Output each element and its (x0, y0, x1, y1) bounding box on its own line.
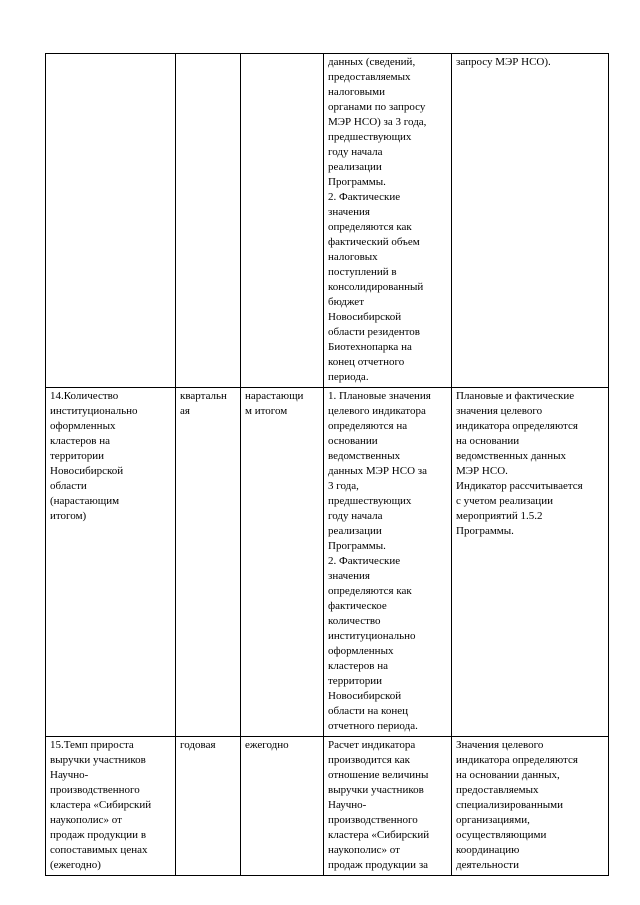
data-source-cell: запросу МЭР НСО). (452, 54, 609, 388)
table-row (46, 388, 609, 737)
indicator-table (45, 53, 609, 876)
calc-type-cell: нарастающи м итогом (241, 388, 324, 737)
indicator-name-cell (46, 54, 176, 388)
calculation-method-cell: 1. Плановые значения целевого индикатора определяются на основании ведомственных данных МЭР НСО за 3 года, предшествующих году начала реализации Программы. 2. Фактические значения определяются как фактическое количество институционально оформленных кластеров на территории Новосибирской области на конец отчетного периода. (324, 388, 452, 737)
table-row (46, 737, 609, 876)
periodicity-cell: годовая (176, 737, 241, 876)
table-row (46, 54, 609, 388)
calc-type-cell (241, 54, 324, 388)
calculation-method-cell: Расчет индикатора производится как отношение величины выручки участников Научно- производственного кластера «Сибирский наукополис» от продаж продукции за (324, 737, 452, 876)
data-source-cell: Значения целевого индикатора определяются на основании данных, предоставляемых специализированными организациями, осуществляющими координацию деятельности (452, 737, 609, 876)
calc-type-cell: ежегодно (241, 737, 324, 876)
calculation-method-cell: данных (сведений, предоставляемых налоговыми органами по запросу МЭР НСО) за 3 года, предшествующих году начала реализации Программы. 2. Фактические значения определяются как фактический объем налоговых поступлений в консолидированный бюджет Новосибирской области резидентов Биотехнопарка на конец отчетного периода. (324, 54, 452, 388)
data-source-cell: Плановые и фактические значения целевого индикатора определяются на основании ведомственных данных МЭР НСО. Индикатор рассчитывается с учетом реализации мероприятий 1.5.2 Программы. (452, 388, 609, 737)
indicator-name-cell: 15.Темп прироста выручки участников Научно- производственного кластера «Сибирский наукополис» от продаж продукции в сопоставимых ценах (ежегодно) (46, 737, 176, 876)
periodicity-cell (176, 54, 241, 388)
periodicity-cell: квартальн ая (176, 388, 241, 737)
indicator-name-cell: 14.Количество институционально оформленных кластеров на территории Новосибирской области (нарастающим итогом) (46, 388, 176, 737)
